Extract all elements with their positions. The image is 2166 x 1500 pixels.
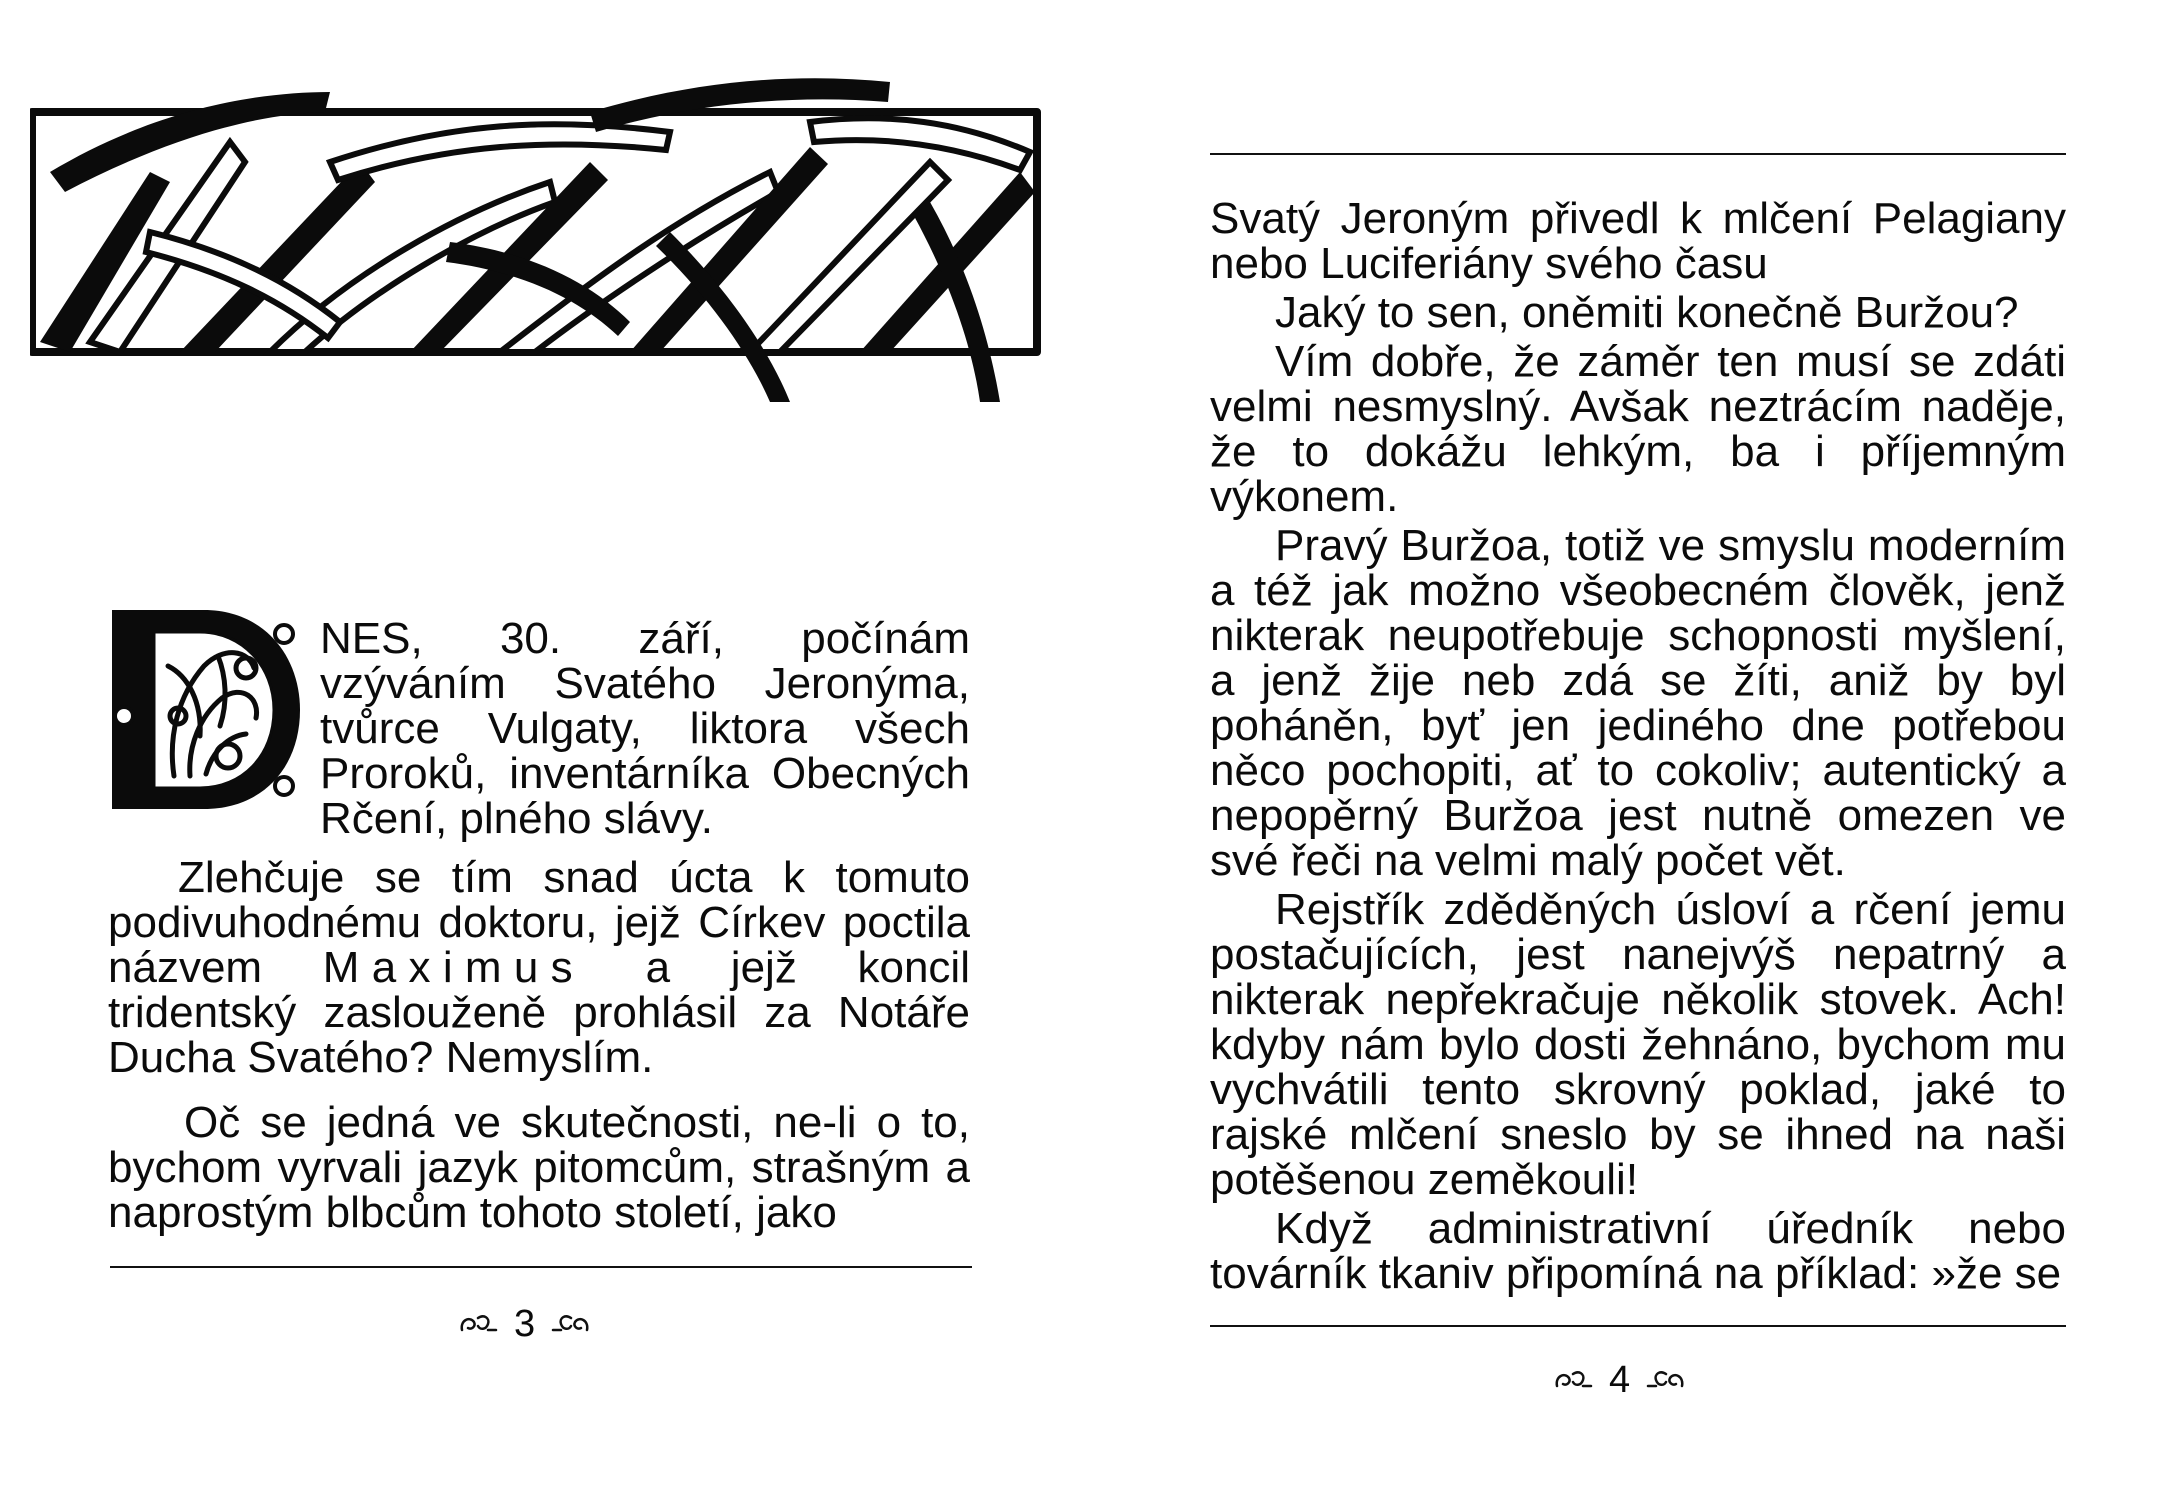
page-number-text: 3: [514, 1303, 536, 1345]
left-body-text: [108, 855, 970, 1235]
paragraph-2-part-a: Zlehčuje se tím snad úcta k tomuto podivuhodnému doktoru, jejž Církev poctila názvem: [108, 853, 970, 992]
right-flourish-icon: [549, 1312, 591, 1336]
paragraph-3: Vím dobře, že záměr ten musí se zdáti velmi nesmyslný. Avšak neztrácím naděje, že to dokážu lehkým, ba i příjemným výkonem.: [1210, 337, 2066, 521]
paragraph-4: Pravý Buržoa, totiž ve smyslu moderním a též jak možno všeobecném člověk, jenž nikterak neupotřebuje schopnosti myšlení, a jenž žije neb zdá se žíti, aniž by byl poháněn, byť jen jediného dne potřebou něco pochopiti, ať to cokoliv; autentický a nepopěrný Buržoa jest nutně omezen ve své řeči na velmi malý počet vět.: [1210, 521, 2066, 885]
footer-rule: [110, 1266, 972, 1268]
leaf-ornament-headpiece: [30, 52, 1050, 407]
paragraph-1: Svatý Jeroným přivedl k mlčení Pelagiany nebo Luciferiány svého času: [1210, 194, 2066, 288]
page-number-left: [458, 1304, 591, 1344]
page-number-text: 4: [1609, 1359, 1631, 1401]
paragraph-2-part-b: a jejž koncil tridentský zaslouženě prohlásil za Notáře Ducha Svatého? Nemyslím.: [108, 943, 970, 1082]
paragraph-2: [108, 855, 970, 1080]
header-rule: [1210, 153, 2066, 155]
opening-paragraph-lines: [320, 616, 970, 841]
paragraph-2-spaced-word: Maximus: [322, 943, 585, 992]
right-page: [1080, 0, 2166, 1500]
opening-paragraph: NES, 30. září, počínám vzýváním Svatého Jeronýma, tvůrce Vulgaty, liktora všech Proroků, inventárníka Obecných Rčení, plného slávy.: [320, 614, 970, 843]
right-flourish-icon: [1644, 1368, 1686, 1392]
right-body-text: [1210, 196, 2066, 1296]
page-number-right: [1553, 1360, 1686, 1400]
paragraph-2: Jaký to sen, oněmiti konečně Buržou?: [1275, 288, 2019, 337]
decorative-initial-d: [108, 606, 304, 813]
footer-rule: [1210, 1325, 2066, 1327]
paragraph-5: Rejstřík zděděných úsloví a rčení jemu postačujících, jest nanejvýš nepatrný a nikterak nepřekračuje několik stovek. Ach! kdyby nám bylo dosti žehnáno, bychom mu vychvátili tento skrovný poklad, jaké to rajské mlčení sneslo by se ihned na naši potěšenou zeměkouli!: [1210, 885, 2066, 1204]
left-flourish-icon: [458, 1312, 500, 1336]
left-page: [0, 0, 1080, 1500]
paragraph-3: Oč se jedná ve skutečnosti, ne-li o to, bychom vyrvali jazyk pitomcům, strašným a naprostým blbcům tohoto století, jako: [108, 1098, 970, 1237]
left-flourish-icon: [1553, 1368, 1595, 1392]
paragraph-6: Když administrativní úředník nebo továrník tkaniv připomíná na příklad: »že se: [1210, 1204, 2066, 1298]
